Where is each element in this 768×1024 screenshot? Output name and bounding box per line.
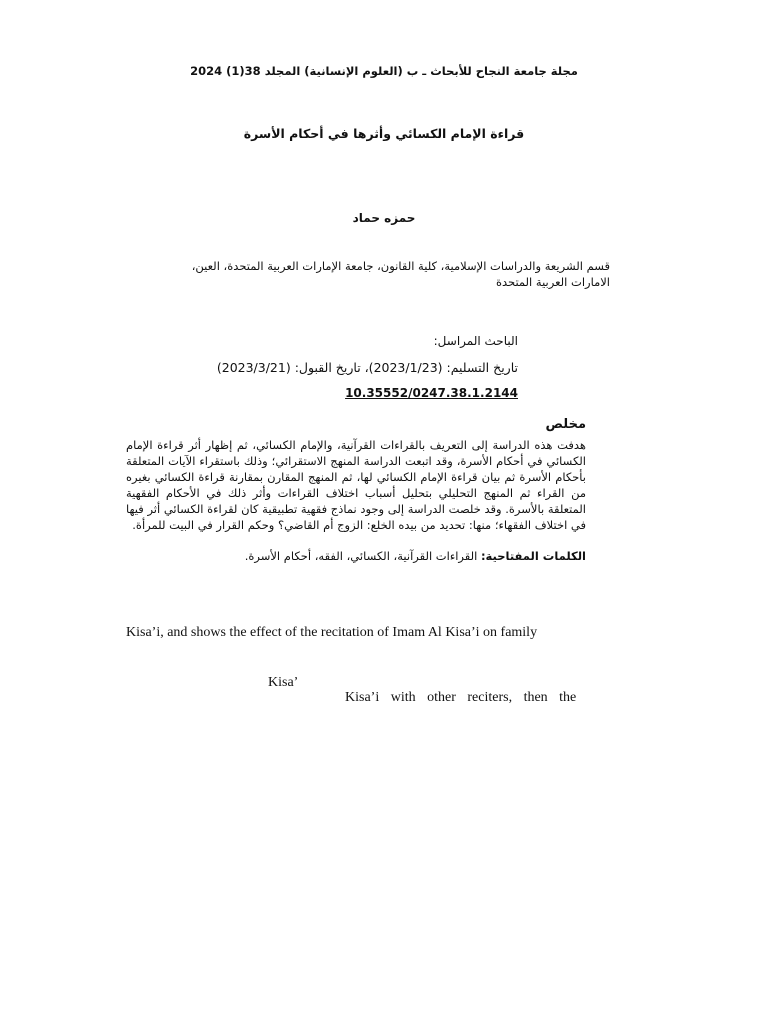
doi[interactable] xyxy=(230,386,518,400)
english-abstract-line: Kisa’i, and shows the effect of the recitation of Imam Al Kisa’i on family xyxy=(126,625,538,640)
paper-title: قراءة الإمام الكسائي وأثرها في أحكام الأسرة xyxy=(243,126,525,141)
journal-header: مجلة جامعة النجاح للأبحاث ـ ب (العلوم الإنسانية) المجلد 38(1) 2024 xyxy=(190,64,578,78)
abstract-heading: مخلص xyxy=(545,417,586,432)
abstract-text: هدفت هذه الدراسة إلى التعريف بالقراءات القرآنية، والإمام الكسائي، ثم إظهار أثر قراءة الإمام الكسائي في أحكام الأسرة، وقد اتبعت الدراسة المنهج الاستقرائي؛ وذلك باستقراء الآيات المتعلقة بأحكام الأسرة ثم بيان قراءة الإمام الكسائي لها، ثم المنهج المقارن بمقارنة قراءة الكسائي بغيره من القراء ثم المنهج التحليلي بتحليل أسباب اختلاف القراءات وأثر ذلك في الأحكام الفقهية المتعلقة بالأسرة. وقد خلصت الدراسة إلى وجود نماذج فقهية تطبيقية كان لقراءة الكسائي أثر فيها في اختلاف الفقهاء؛ منها: تحديد من بيده الخلع: الزوج أم القاضي؟ وحكم القرار في البيت للمرأة. xyxy=(126,438,586,532)
keywords-list: القراءات القرآنية، الكسائي، الفقه، أحكام الأسرة. xyxy=(244,549,478,563)
corresponding-author-label: الباحث المراسل: xyxy=(433,334,518,348)
keywords xyxy=(150,549,586,563)
submission-dates: تاريخ التسليم: (2023/1/23)، تاريخ القبول: (2023/3/21) xyxy=(216,360,518,375)
doi-link[interactable]: 10.35552/0247.38.1.2144 xyxy=(345,386,518,400)
english-abstract-fragment: Kisa’ xyxy=(268,675,299,690)
author-affiliation: قسم الشريعة والدراسات الإسلامية، كلية القانون، جامعة الإمارات العربية المتحدة، العين، الامارات العربية المتحدة xyxy=(191,259,610,289)
author-name: حمزه حماد xyxy=(352,211,416,225)
english-abstract-fragment: Kisa’i with other reciters, then the xyxy=(345,690,577,705)
keywords-label: الكلمات المفتاحية: xyxy=(480,549,586,563)
